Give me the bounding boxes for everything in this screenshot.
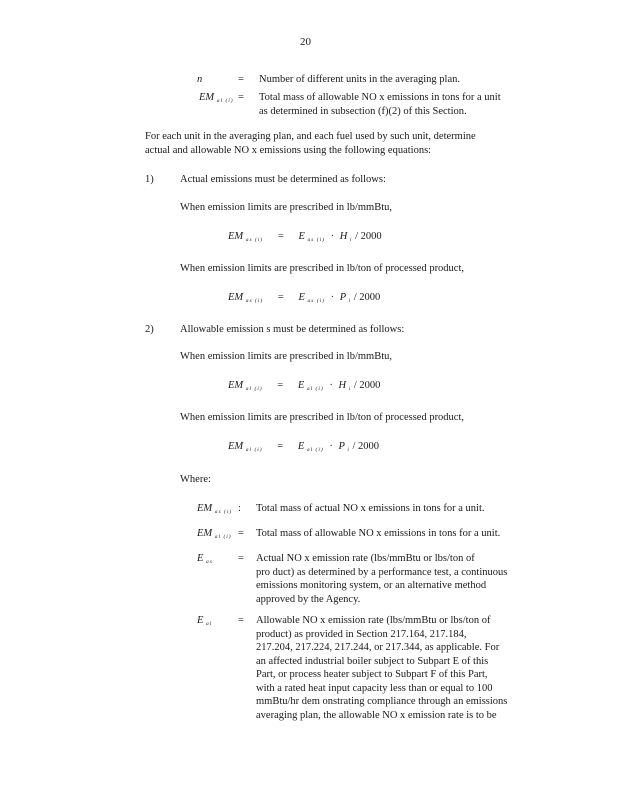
item-2-when-mmbtu: When emission limits are prescribed in lb/mmBtu,	[180, 351, 393, 362]
def-e-as-text: Actual NO x emission rate (lbs/mmBtu or lbs/ton of pro duct) as determined by a performance test, a continuous emissions monitoring system, or an alternative method approved by the Agency.	[256, 553, 508, 605]
def-em-al-text: Total mass of allowable NO x emissions in tons for a unit as determined in subsection (f)(2) of this Section.	[259, 92, 501, 117]
def-em-as-symbol: EM $_{as (i)}$	[197, 503, 233, 515]
def-em-al-equals: =	[238, 92, 244, 103]
page-number: 20	[300, 36, 311, 48]
item-2-number: 2)	[145, 324, 154, 335]
def-e-as-symbol: E $_{as}$	[197, 553, 213, 565]
item-2-equation-ton: EM $_{al (i)}$ = E $_{al (i)}$ · P $_i$ / 2000	[228, 441, 380, 453]
def-e-as-equals: =	[238, 553, 244, 564]
def-e-al-symbol: E $_{al}$	[197, 615, 213, 627]
def-em-al2-equals: =	[238, 528, 244, 539]
def-e-al-text: Allowable NO x emission rate (lbs/mmBtu or lbs/ton of product) as provided in Section 217.164, 217.184, 217.204, 217.224, 217.244, or 217.344, as applicable. For an affected industrial boiler subject to Subpart E of this Part, or process heater subject to Subpart F of this Part, with a rated heat input capacity less than or equal to 100 mmBtu/hr dem onstrating compliance through an emissions averaging plan, the allowable NO x emission rate is to be	[256, 615, 508, 721]
item-1-number: 1)	[145, 174, 154, 185]
item-1-when-mmbtu: When emission limits are prescribed in lb/mmBtu,	[180, 202, 393, 213]
item-2-equation-mmbtu: EM $_{al (i)}$ = E $_{al (i)}$ · H $_i$ / 2000	[228, 380, 381, 392]
where-label: Where:	[180, 474, 211, 485]
item-1-title: Actual emissions must be determined as follows:	[180, 174, 386, 185]
def-em-al2-text: Total mass of allowable NO x emissions in tons for a unit.	[256, 528, 501, 539]
item-1-equation-mmbtu: EM $_{as (i)}$ = E $_{as (i)}$ · H $_i$ / 2000	[228, 231, 382, 243]
def-em-al-symbol: EM $_{al (i)}$	[199, 92, 234, 104]
def-em-as-colon: :	[238, 503, 241, 514]
def-n-equals: =	[238, 74, 244, 85]
item-1-when-ton: When emission limits are prescribed in lb/ton of processed product,	[180, 263, 465, 274]
def-n-symbol: n	[197, 74, 203, 85]
def-n-text: Number of different units in the averaging plan.	[259, 74, 460, 85]
intro-paragraph: For each unit in the averaging plan, and each fuel used by such unit, determine actual and allowable NO x emissions using the following equations:	[145, 131, 476, 156]
def-em-as-text: Total mass of actual NO x emissions in tons for a unit.	[256, 503, 485, 514]
def-e-al-equals: =	[238, 615, 244, 626]
item-1-equation-ton: EM $_{as (i)}$ = E $_{as (i)}$ · P $_i$ / 2000	[228, 292, 381, 304]
item-2-when-ton: When emission limits are prescribed in lb/ton of processed product,	[180, 412, 465, 423]
item-2-title: Allowable emission s must be determined as follows:	[180, 324, 405, 335]
def-em-al2-symbol: EM $_{al (i)}$	[197, 528, 232, 540]
